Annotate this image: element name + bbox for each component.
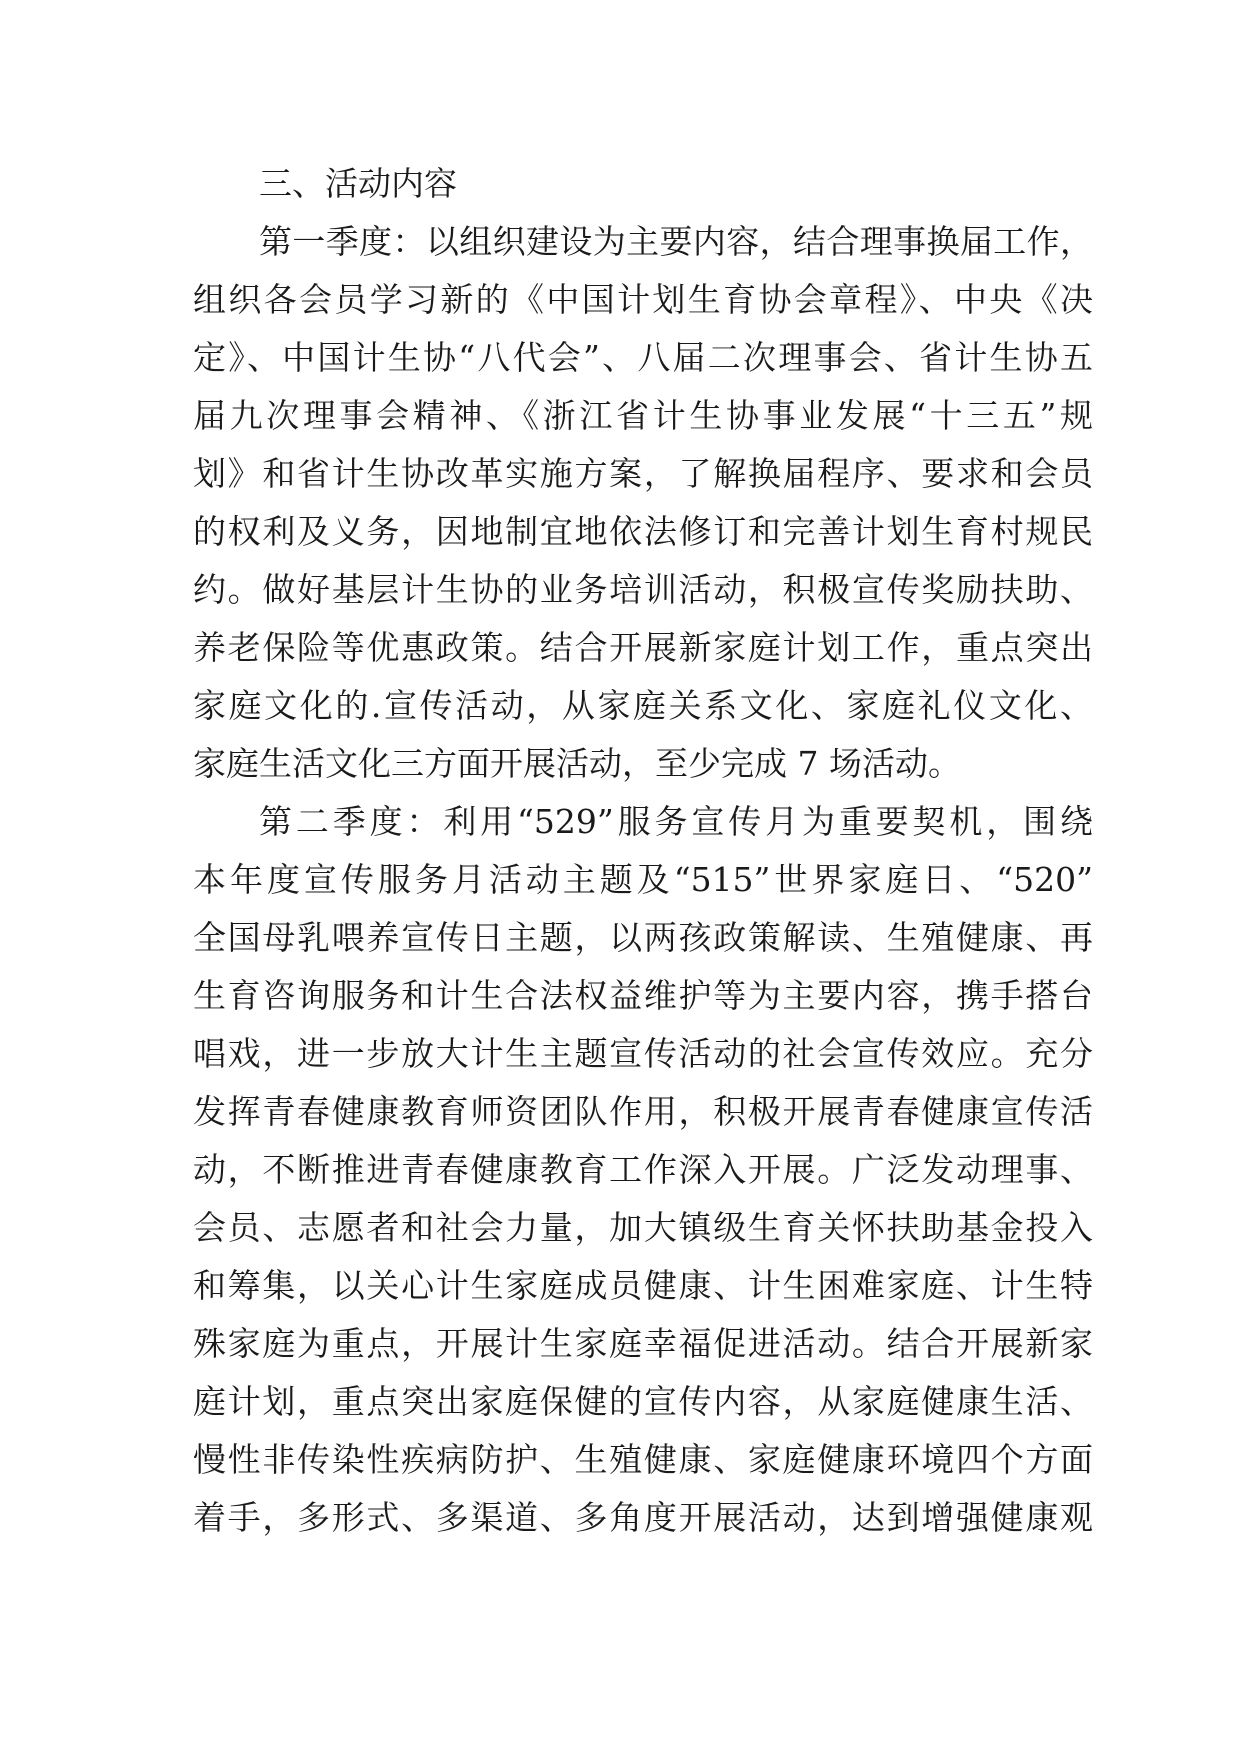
document-body (193, 155, 1093, 1547)
text-line: 动，不断推进青春健康教育工作深入开展。广泛发动理事、 (193, 1150, 1093, 1189)
text-line: 第一季度：以组织建设为主要内容，结合理事换届工作， (259, 222, 1093, 261)
paragraph-q1 (193, 213, 1093, 793)
text-line: 庭计划，重点突出家庭保健的宣传内容，从家庭健康生活、 (193, 1382, 1093, 1421)
text-line: 定》、中国计生协“八代会”、八届二次理事会、省计生协五 (193, 338, 1093, 377)
text-line: 和筹集，以关心计生家庭成员健康、计生困难家庭、计生特 (193, 1266, 1093, 1305)
text-line: 家庭生活文化三方面开展活动，至少完成 7 场活动。 (193, 744, 961, 783)
text-line: 划》和省计生协改革实施方案，了解换届程序、要求和会员 (193, 454, 1093, 493)
text-line: 发挥青春健康教育师资团队作用，积极开展青春健康宣传活 (193, 1092, 1093, 1131)
text-line: 的权利及义务，因地制宜地依法修订和完善计划生育村规民 (193, 512, 1093, 551)
text-line: 届九次理事会精神、《浙江省计生协事业发展“十三五”规 (193, 396, 1093, 435)
text-line: 组织各会员学习新的《中国计划生育协会章程》、中央《决 (193, 280, 1093, 319)
text-line: 着手，多形式、多渠道、多角度开展活动，达到增强健康观 (193, 1498, 1093, 1537)
text-line: 生育咨询服务和计生合法权益维护等为主要内容，携手搭台 (193, 976, 1093, 1015)
text-line: 约。做好基层计生协的业务培训活动，积极宣传奖励扶助、 (193, 570, 1093, 609)
text-line: 全国母乳喂养宣传日主题，以两孩政策解读、生殖健康、再 (193, 918, 1093, 957)
text-line: 养老保险等优惠政策。结合开展新家庭计划工作，重点突出 (193, 628, 1093, 667)
text-line: 本年度宣传服务月活动主题及“515”世界家庭日、“520” (193, 860, 1093, 899)
text-line: 会员、志愿者和社会力量，加大镇级生育关怀扶助基金投入 (193, 1208, 1093, 1247)
text-line: 唱戏，进一步放大计生主题宣传活动的社会宣传效应。充分 (193, 1034, 1093, 1073)
text-line: 殊家庭为重点，开展计生家庭幸福促进活动。结合开展新家 (193, 1324, 1093, 1363)
text-line: 慢性非传染性疾病防护、生殖健康、家庭健康环境四个方面 (193, 1440, 1093, 1479)
text-line: 第二季度：利用“529”服务宣传月为重要契机，围绕 (259, 802, 1093, 841)
text-line: 家庭文化的.宣传活动，从家庭关系文化、家庭礼仪文化、 (193, 686, 1093, 725)
paragraph-q2 (193, 793, 1093, 1547)
section-heading: 三、活动内容 (259, 164, 457, 203)
